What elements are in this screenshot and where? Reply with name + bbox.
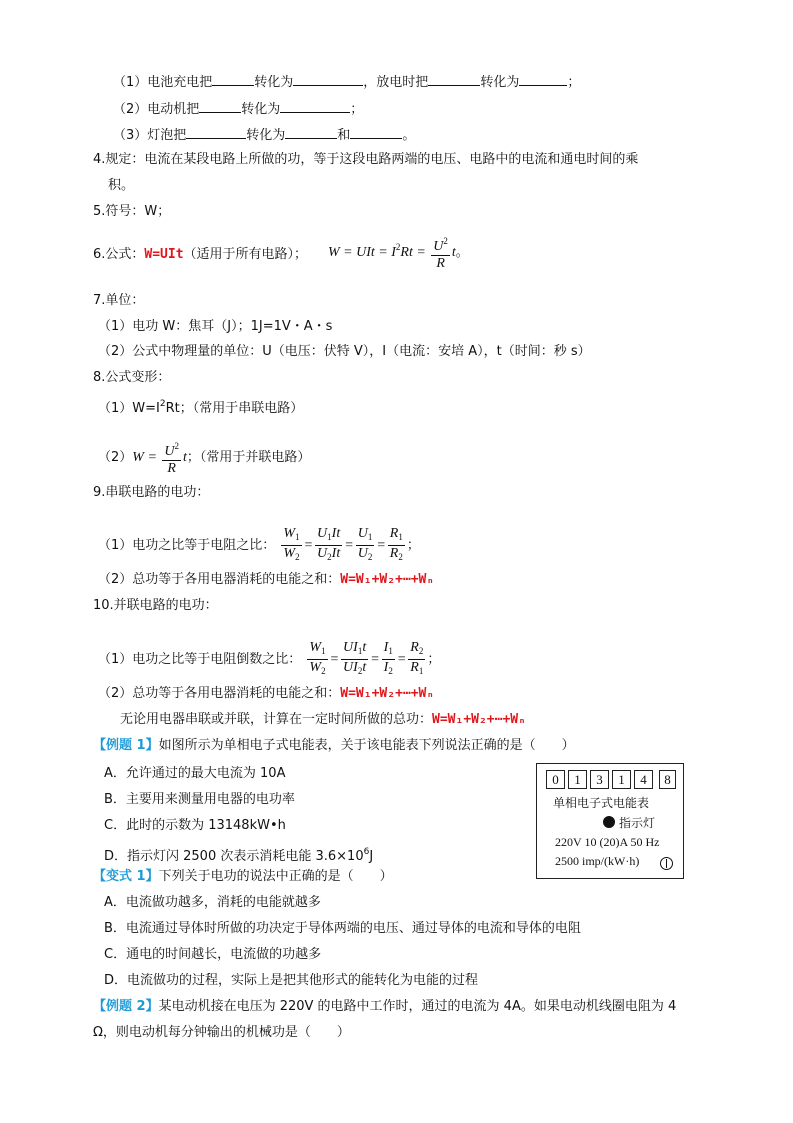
- section-9-line2: （2）总功等于各用电器消耗的电能之和：W=W₁+W₂+⋯+Wₙ: [98, 572, 435, 587]
- example-1-question: 【例题 1】如图所示为单相电子式电能表，关于该电能表下列说法正确的是（ ）: [93, 738, 575, 753]
- section-9-line1: （1）电功之比等于电阻之比： $\frac{W_1}{W_2}$ = $\frac{U_1It}{U_2It}$ = $\frac{U_1}{U_2}$ = $\frac{R_1}{R_2}$ ；: [98, 526, 420, 562]
- fill-blank[interactable]: [428, 72, 480, 86]
- meter-spec-imp: 2500 imp/(kW·h): [555, 854, 640, 868]
- meter-spec-voltage: 220V 10 (20)A 50 Hz: [555, 835, 660, 849]
- option-c[interactable]: C．通电的时间越长，电流做的功越多: [104, 947, 322, 962]
- section-10-line3: 无论用电器串联或并联，计算在一定时间所做的总功：W=W₁+W₂+⋯+Wₙ: [120, 712, 526, 727]
- list-item-motor: （2）电动机把 转化为 ；: [113, 99, 363, 119]
- fill-blank[interactable]: [293, 72, 363, 86]
- energy-meter-figure: [536, 763, 684, 879]
- meter-digit: 1: [568, 770, 587, 789]
- option-d[interactable]: D．电流做功的过程，实际上是把其他形式的能转化为电能的过程: [104, 973, 479, 988]
- example-2-question-cont: Ω，则电动机每分钟输出的机械功是（ ）: [93, 1025, 350, 1040]
- formula-highlight: W=W₁+W₂+⋯+Wₙ: [340, 686, 435, 701]
- option-d[interactable]: D．指示灯闪 2500 次表示消耗电能 $3.6\times 10^6J$: [104, 847, 374, 864]
- meter-digit: 0: [546, 770, 565, 789]
- formula-highlight: W=UIt: [144, 247, 184, 262]
- option-b[interactable]: B．电流通过导体时所做的功决定于导体两端的电压、通过导体的电流和导体的电阻: [104, 921, 581, 936]
- meter-digit: 3: [590, 770, 609, 789]
- fill-blank[interactable]: [280, 99, 350, 113]
- option-c[interactable]: C．此时的示数为 13148kW•h: [104, 818, 286, 833]
- fill-blank[interactable]: [519, 72, 567, 86]
- section-8-title: 8.公式变形：: [93, 370, 171, 385]
- meter-digit: 4: [634, 770, 653, 789]
- fill-blank[interactable]: [186, 125, 246, 139]
- list-item-battery: （1）电池充电把 转化为 ，放电时把 转化为 ；: [113, 72, 580, 92]
- section-4-line1: 4.规定：电流在某段电路上所做的功，等于这段电路两端的电压、电路中的电流和通电时间的乘: [93, 152, 639, 167]
- fill-blank[interactable]: [212, 72, 254, 86]
- fill-blank[interactable]: [285, 125, 337, 139]
- list-item-bulb: （3）灯泡把 转化为 和 。: [113, 125, 415, 145]
- section-10-line1: （1）电功之比等于电阻倒数之比： $\frac{W_1}{W_2}$ = $\frac{UI_1t}{UI_2t}$ = $\frac{I_1}{I_2}$ = $\frac{R_2}{R_1}$ ；: [98, 640, 441, 676]
- section-8-line2: （2）W = $\frac{U^2}{R}$ t；（常用于并联电路）: [98, 438, 310, 477]
- section-8-line1: $(1)W=I^2Rt$；（常用于串联电路）: [98, 399, 304, 416]
- section-4-line2: 积。: [108, 178, 135, 193]
- option-b[interactable]: B．主要用来测量用电器的电功率: [104, 792, 295, 807]
- section-5: 5.符号：W；: [93, 204, 171, 219]
- meter-indicator: 指示灯: [603, 814, 655, 831]
- meter-digit-decimal: 8: [659, 770, 676, 789]
- section-9-title: 9.串联电路的电功：: [93, 485, 210, 500]
- formula-highlight: W=W₁+W₂+⋯+Wₙ: [432, 712, 526, 727]
- section-6: 6.公式：W=UIt（适用于所有电路）；: [93, 247, 308, 262]
- variant-1-question: 【变式 1】下列关于电功的说法中正确的是（ ）: [93, 869, 393, 884]
- variant-label: 【变式 1】: [93, 869, 159, 884]
- indicator-light-icon: [603, 816, 615, 828]
- formula-work-general: W = UIt = $I^2Rt$ = $\frac{U^2}{R}$ t。: [328, 233, 469, 272]
- option-a[interactable]: A．电流做功越多，消耗的电能就越多: [104, 895, 321, 910]
- section-10-line2: （2）总功等于各用电器消耗的电能之和：W=W₁+W₂+⋯+Wₙ: [98, 686, 435, 701]
- section-7-title: 7.单位：: [93, 293, 145, 308]
- section-7-line1: （1）电功 W：焦耳（J）；1J=1V・A・s: [98, 319, 333, 334]
- section-10-title: 10.并联电路的电功：: [93, 598, 218, 613]
- meter-digit: 1: [612, 770, 631, 789]
- meter-title: 单相电子式电能表: [553, 796, 650, 810]
- example-label: 【例题 1】: [93, 738, 159, 753]
- example-label: 【例题 2】: [93, 999, 159, 1014]
- option-a[interactable]: A．允许通过的最大电流为 10A: [104, 766, 286, 781]
- example-2-question: 【例题 2】某电动机接在电压为 220V 的电路中工作时，通过的电流为 4A。如果电动机线圈电阻为 4: [93, 999, 677, 1014]
- fill-blank[interactable]: [350, 125, 402, 139]
- formula-highlight: W=W₁+W₂+⋯+Wₙ: [340, 572, 435, 587]
- fill-blank[interactable]: [199, 99, 241, 113]
- meter-symbol-icon: [660, 857, 673, 870]
- section-7-line2: （2）公式中物理量的单位：U（电压：伏特 V），I（电流：安培 A），t（时间：秒 s）: [98, 344, 591, 359]
